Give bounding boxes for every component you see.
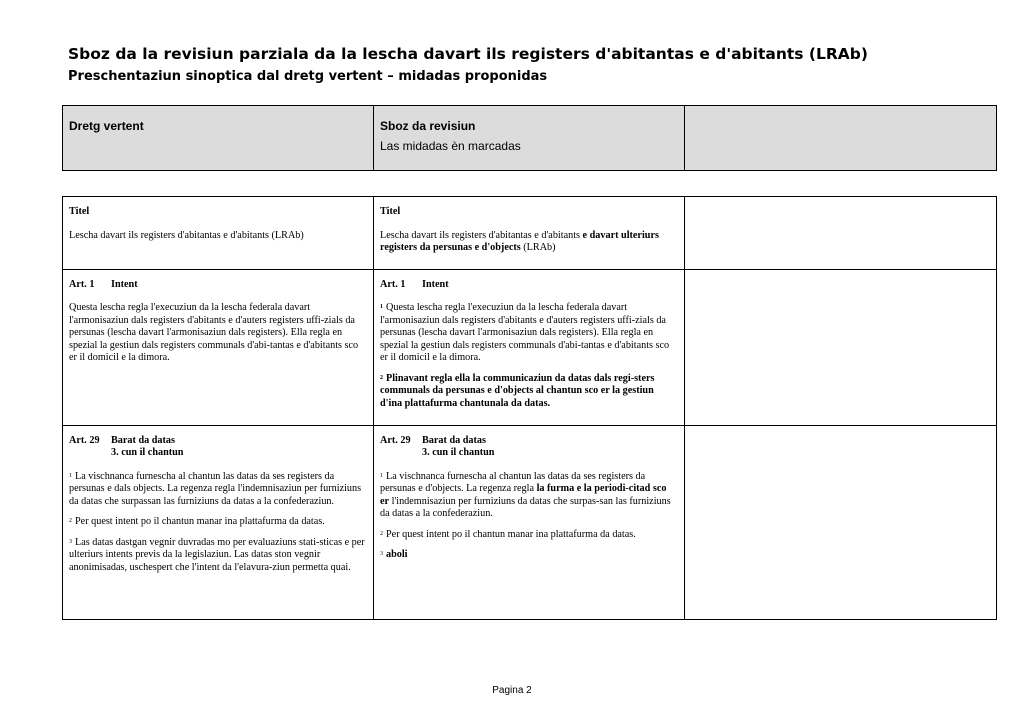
art29-paragraph-1-current: $^1$ La vischnanca furnescha al chantun las datas da ses registers da persunas e dals objects. La regenza regla l'indemnisaziun per furniziuns da datas che surpassan las furniziuns da datas a la confederaziun. xyxy=(69,470,362,507)
titel-text-draft: Lescha davart ils registers d'abitantas e d'abitants e davart ulteriurs registers da persunas e d'objects (LRAb) xyxy=(380,229,659,253)
art29-paragraph-3-draft: $^3$ aboli xyxy=(380,549,408,560)
page-number: Pagina 2 xyxy=(492,685,532,696)
header-revision-draft xyxy=(374,106,685,171)
titel-heading-draft: Titel xyxy=(380,206,401,217)
art29-paragraph-2-current: $^2$ Per quest intent po il chantun manar ina plattafurma da datas. xyxy=(69,516,325,527)
art29-paragraph-3-current: $^3$ Las datas dastgan vegnir duvradas mo per evaluaziuns stati-sticas e per ulteriurs intents previs da la legislaziun. Las datas ston vegnir anonimisadas, uschespert che l'intent da l'elavura-ziun permetta quai. xyxy=(69,536,365,573)
titel-heading-current: Titel xyxy=(69,206,90,217)
cell-empty-titel xyxy=(685,197,997,270)
cell-current-art29 xyxy=(63,425,374,619)
document-subtitle: Preschentaziun sinoptica dal dretg vertent – midadas proponidas xyxy=(68,69,548,84)
cell-empty-art29 xyxy=(685,425,997,619)
cell-draft-titel xyxy=(374,197,685,270)
cell-current-titel xyxy=(63,197,374,270)
header-empty-column xyxy=(685,106,997,171)
art29-paragraph-1-draft: $^1$ La vischnanca furnescha al chantun las datas da ses registers da persunas e d'objects. La regenza regla la furma e la periodi-citad sco er l'indemnisaziun per furniziuns da datas che surpas-san las furniziuns da datas a la confederaziun. xyxy=(380,470,671,519)
cell-empty-art1 xyxy=(685,269,997,425)
titel-change-marked: e davart ulteriurs registers da persunas e d'objects xyxy=(380,229,659,253)
header-current-law xyxy=(63,106,374,171)
cell-draft-art1 xyxy=(374,269,685,425)
art29-change-marked: la furma e la periodi-citad sco er xyxy=(380,483,667,507)
art29-paragraph-2-draft: $^2$ Per quest intent po il chantun manar ina plattafurma da datas. xyxy=(380,528,636,540)
cell-draft-art29 xyxy=(374,425,685,619)
art1-heading-current: Art. 1 Intent xyxy=(69,278,138,290)
art1-paragraph-2-draft: $^2$ Plinavant regla ella la communicaziun da datas dals regi-sters communals da persunas e d'objects al chantun sco er la gestiun d'ina plattafurma chantunala da datas. xyxy=(380,372,655,409)
art29-heading-current: Art. 29 Barat da datas 3. cun il chantun xyxy=(69,434,184,458)
table-row-titel xyxy=(63,197,997,270)
document-title: Sboz da la revisiun parziala da la lescha davart ils registers d'abitantas e d'abitants (LRAb) xyxy=(68,45,868,63)
synopsis-table xyxy=(62,196,997,620)
header-revision-title: Sboz da revisiun xyxy=(380,119,476,133)
table-row-art1 xyxy=(63,269,997,425)
cell-current-art1 xyxy=(63,269,374,425)
header-revision-note: Las midadas èn marcadas xyxy=(380,139,521,153)
art1-text-current: Questa lescha regla l'execuziun da la lescha federala davart l'armonisaziun dals registers d'abitants e d'auters registers uffi-zials da persunas (lescha davart l'armonisaziun dals registers). Ella regla en spezial la gestiun dals registers communals d'abi-tantas e d'abitants sco er il domicil e la dimora. xyxy=(69,302,359,363)
header-current-law-label: Dretg vertent xyxy=(69,119,144,133)
column-header-table xyxy=(62,105,997,171)
art1-heading-draft: Art. 1 Intent xyxy=(380,278,449,290)
table-row-art29 xyxy=(63,425,997,619)
art1-paragraph-1-draft: $^1$ Questa lescha regla l'execuziun da la lescha federala davart l'armonisaziun dals registers d'abitants e d'auters registers uffi-zials da persunas (lescha davart l'armonisaziun dals registers). Ella regla en spezial la gestiun dals registers communals d'abi-tantas e d'abitants sco er il domicil e la dimora. xyxy=(380,302,670,363)
titel-text-current: Lescha davart ils registers d'abitantas e d'abitants (LRAb) xyxy=(69,229,304,241)
art29-heading-draft: Art. 29 Barat da datas 3. cun il chantun xyxy=(380,434,495,458)
